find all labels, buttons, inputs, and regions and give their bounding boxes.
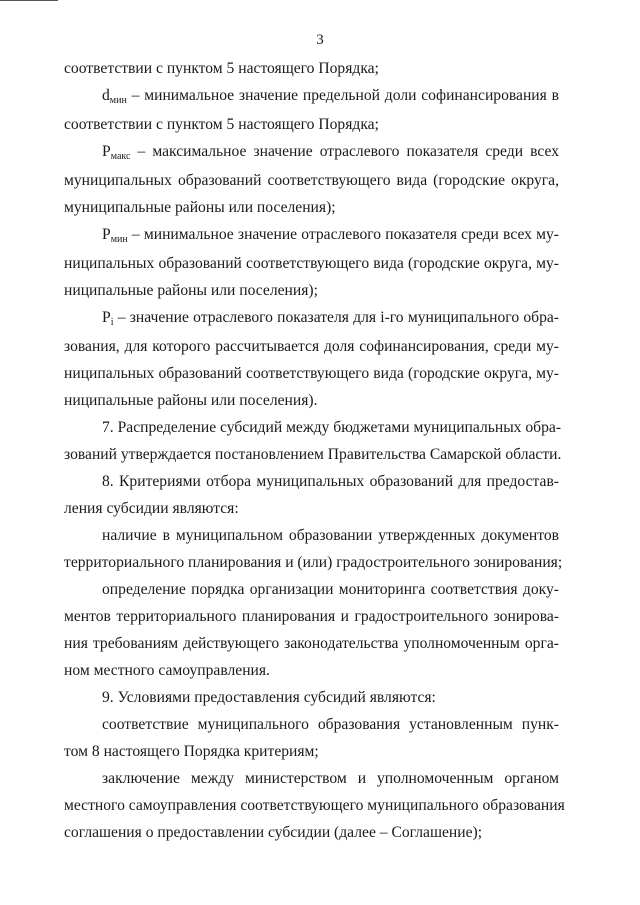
text-line: определение порядка организации мониторинга соответствия доку- xyxy=(102,581,559,598)
corner-rule xyxy=(0,0,58,1)
page-number: 3 xyxy=(316,32,324,48)
text-line: соглашения о предоставлении субсидии (далее – Соглашение); xyxy=(64,824,483,841)
text-line: муниципальных образований соответствующего вида (городские округа, xyxy=(64,172,559,189)
text-line: муниципальные районы или поселения); xyxy=(64,199,336,216)
definition-text: – минимальное значение предельной доли софинансирования в xyxy=(126,87,559,104)
text-line: заключение между министерством и уполномоченным органом xyxy=(102,770,559,787)
definition-p-max xyxy=(64,138,559,221)
text-line: зований утверждается постановлением Правительства Самарской области. xyxy=(64,446,562,463)
definition-text: – значение отраслевого показателя для i-го муниципального обра- xyxy=(113,309,559,326)
text-line: соответствии с пунктом 5 настоящего Порядка; xyxy=(64,60,379,77)
text-line: 8. Критериями отбора муниципальных образований для предостав- xyxy=(102,473,559,490)
text-line xyxy=(64,221,559,250)
text-line: ния требованиям действующего законодательства уполномоченным орга- xyxy=(64,635,559,652)
text-line: местного самоуправления соответствующего муниципального образования xyxy=(64,797,565,814)
clause-7 xyxy=(64,414,562,468)
definition-p-i xyxy=(64,304,559,414)
clause-8 xyxy=(64,468,559,522)
formula-symbol: P xyxy=(102,309,111,326)
text-line xyxy=(64,82,559,111)
definition-p-min xyxy=(64,221,559,304)
text-line: том 8 настоящего Порядка критериям; xyxy=(64,743,319,760)
formula-symbol: P xyxy=(102,143,111,160)
definition-text: – минимальное значение отраслевого показателя среди всех му- xyxy=(127,226,559,243)
formula-subscript: i xyxy=(110,317,114,328)
text-line: ления субсидии являются: xyxy=(64,500,239,517)
text-line: соответствие муниципального образования установленным пунк- xyxy=(102,716,559,733)
formula-subscript: мин xyxy=(110,234,128,245)
definition-text: – максимальное значение отраслевого показателя среди всех xyxy=(130,143,559,160)
clause-8-criterion-2 xyxy=(64,576,559,684)
clause-8-criterion-1 xyxy=(64,522,563,576)
text-line: зования, для которого рассчитывается доля софинансирования, среди му- xyxy=(64,338,559,355)
clause-9-condition-1 xyxy=(64,711,559,765)
text-line: 9. Условиями предоставления субсидий являются: xyxy=(102,689,436,706)
text-line: ментов территориального планирования и градостроительного зонирова- xyxy=(64,608,559,625)
text-line: ниципальных образований соответствующего вида (городские округа, му- xyxy=(64,255,559,272)
definition-d-min xyxy=(64,82,559,138)
text-line: соответствии с пунктом 5 настоящего Порядка; xyxy=(64,116,379,133)
text-line: ниципальных образований соответствующего вида (городские округа, му- xyxy=(64,365,559,382)
clause-9-condition-2 xyxy=(64,765,565,846)
text-line: ниципальные районы или поселения). xyxy=(64,392,318,409)
paragraph-continuation xyxy=(64,55,559,82)
text-line: ниципальные районы или поселения); xyxy=(64,282,318,299)
formula-symbol: P xyxy=(102,226,111,243)
text-line: территориального планирования и (или) градостроительного зонирования; xyxy=(64,554,563,571)
clause-9 xyxy=(64,684,559,711)
document-body xyxy=(64,55,565,846)
formula-symbol: d xyxy=(102,87,110,104)
text-line: наличие в муниципальном образовании утвержденных документов xyxy=(102,527,559,544)
text-line xyxy=(64,138,559,167)
formula-subscript: мин xyxy=(109,95,127,106)
text-line: ном местного самоуправления. xyxy=(64,662,270,679)
text-line: 7. Распределение субсидий между бюджетами муниципальных обра- xyxy=(102,419,562,436)
text-line xyxy=(64,304,559,333)
formula-subscript: макс xyxy=(110,151,131,162)
